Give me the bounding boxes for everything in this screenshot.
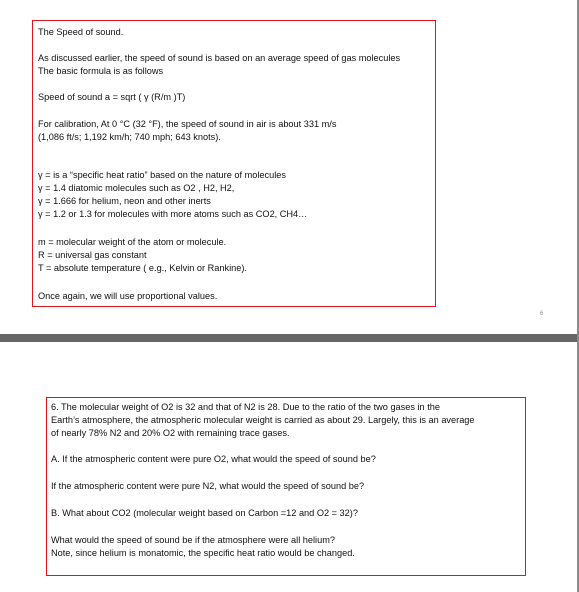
formula-line: Speed of sound a = sqrt ( γ (R/m )T)	[38, 92, 186, 102]
intro-line-2: The basic formula is as follows	[38, 66, 164, 76]
part-a-line: A. If the atmospheric content were pure O2, what would the speed of sound be?	[51, 454, 376, 464]
variable-line: m = molecular weight of the atom or molecule.	[38, 237, 227, 247]
variable-line: R = universal gas constant	[38, 250, 147, 260]
gamma-line: γ = is a “specific heat ratio” based on the nature of molecules	[38, 170, 286, 180]
part-a2-line: If the atmospheric content were pure N2, what would the speed of sound be?	[51, 481, 365, 491]
question-line-3: of nearly 78% N2 and 20% O2 with remaining trace gases.	[51, 428, 290, 438]
closing-line: Once again, we will use proportional values.	[38, 291, 218, 301]
gamma-line: γ = 1.666 for helium, neon and other inerts	[38, 196, 211, 206]
intro-line-1: As discussed earlier, the speed of sound is based on an average speed of gas molecules	[38, 53, 401, 63]
helium-line-1: What would the speed of sound be if the atmosphere were all helium?	[51, 535, 335, 545]
question-line-2: Earth’s atmosphere, the atmospheric molecular weight is carried as about 29. Largely, this is an average	[51, 415, 475, 425]
calibration-line-2: (1,086 ft/s; 1,192 km/h; 740 mph; 643 knots).	[38, 132, 221, 142]
part-b-line: B. What about CO2 (molecular weight based on Carbon =12 and O2 = 32)?	[51, 508, 358, 518]
section-title: The Speed of sound.	[38, 27, 124, 37]
helium-line-2: Note, since helium is monatomic, the specific heat ratio would be changed.	[51, 548, 355, 558]
variable-line: T = absolute temperature ( e.g., Kelvin or Rankine).	[38, 263, 247, 273]
gamma-line: γ = 1.4 diatomic molecules such as O2 , H2, H2,	[38, 183, 235, 193]
page-separator	[0, 334, 579, 342]
question-line-1: 6. The molecular weight of O2 is 32 and that of N2 is 28. Due to the ratio of the two gases in the	[51, 402, 440, 412]
page-number: 6	[540, 311, 544, 317]
calibration-line-1: For calibration, At 0 °C (32 °F), the speed of sound in air is about 331 m/s	[38, 119, 337, 129]
gamma-line: γ = 1.2 or 1.3 for molecules with more atoms such as CO2, CH4…	[38, 209, 308, 219]
